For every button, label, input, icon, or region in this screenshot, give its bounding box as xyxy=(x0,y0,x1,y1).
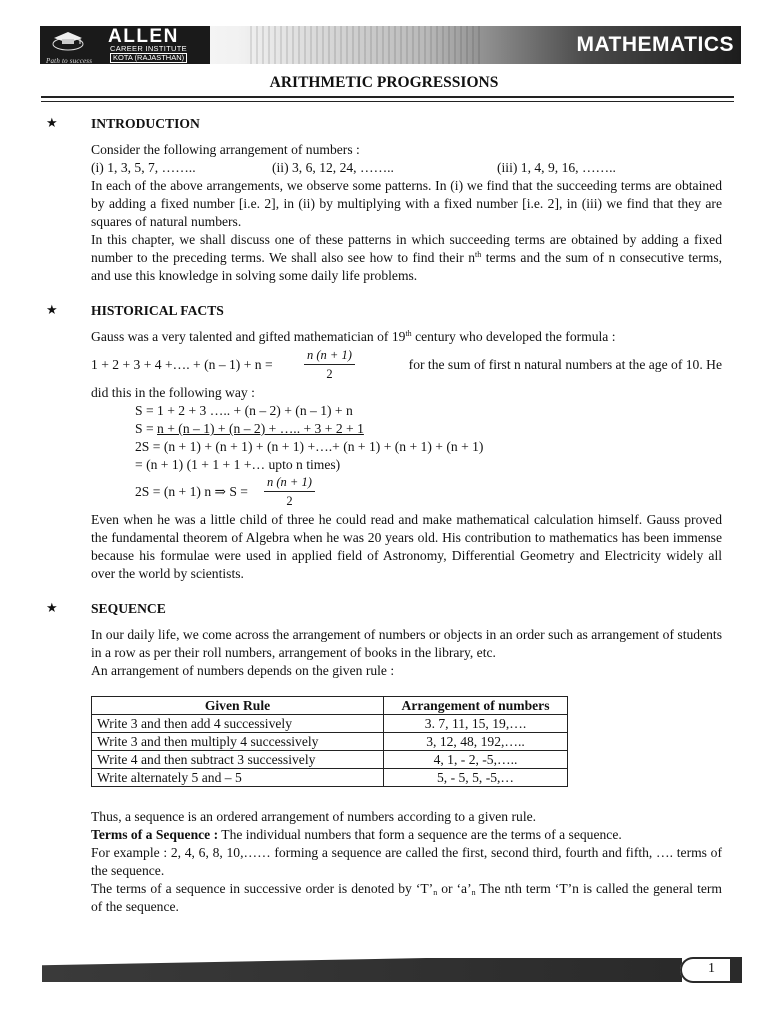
brand-name: ALLEN xyxy=(108,26,179,47)
banner-stripes xyxy=(250,26,480,64)
intro-heading: INTRODUCTION xyxy=(91,116,200,131)
brand-logo xyxy=(40,26,210,64)
table-header-cell: Arrangement of numbers xyxy=(384,697,568,715)
star-bullet-icon: ★ xyxy=(46,600,58,615)
rules-table xyxy=(91,696,568,787)
terms-definition: Terms of a Sequence : The individual numbers that form a sequence are the terms of a sequence. xyxy=(91,827,622,842)
fraction-denominator: 2 xyxy=(326,367,333,381)
intro-example-3: (iii) 1, 4, 9, 16, …….. xyxy=(497,160,616,175)
star-bullet-icon: ★ xyxy=(46,115,58,130)
table-row xyxy=(92,715,568,733)
history-heading: HISTORICAL FACTS xyxy=(91,303,224,318)
derivation-step-2: S = n + (n – 1) + (n – 2) + ….. + 3 + 2 + 1 xyxy=(135,421,364,436)
intro-paragraph-2: In this chapter, we shall discuss one of these patterns in which succeeding terms are obtained by adding a fixed number to the preceding terms. We shall also see how to find their $n^{th}$ terms and the sum of n consecutive terms, and use this knowledge in solving some daily life problems. xyxy=(91,232,723,283)
derivation-step-3: 2S = (n + 1) + (n + 1) + (n + 1) +….+ (n + 1) + (n + 1) + (n + 1) xyxy=(135,439,484,454)
title-rule-thick xyxy=(41,96,734,98)
gauss-formula-lhs: 1 + 2 + 3 + 4 +…. + (n – 1) + n = xyxy=(91,357,273,372)
sequence-paragraph-2: An arrangement of numbers depends on the given rule : xyxy=(91,663,395,678)
gauss-formula-fraction xyxy=(304,347,355,382)
sequence-paragraph-1: In our daily life, we come across the arrangement of numbers or objects in an order such as arrangement of students in a row as per their roll numbers, arrangement of books in the library, etc. xyxy=(91,627,722,660)
sequence-paragraph-5: The terms of a sequence in successive order is denoted by ‘$T’_n$ or ‘$a’_n$ The nth term ‘T’n is called the general term of the sequence. xyxy=(91,881,722,914)
arrangement-cell: 3. 7, 11, 15, 19,…. xyxy=(384,715,568,733)
title-rule-thin xyxy=(41,101,734,102)
table-row xyxy=(92,733,568,751)
sequence-heading: SEQUENCE xyxy=(91,601,166,616)
brand-tagline: Path to success xyxy=(46,57,93,65)
brand-city: KOTA (RAJASTHAN) xyxy=(110,53,187,63)
arrangement-cell: 5, - 5, 5, -5,… xyxy=(384,769,568,787)
table-header-row xyxy=(92,697,568,715)
sequence-paragraph-4: For example : 2, 4, 6, 8, 10,…… forming a sequence are called the first, second third, fourth and fifth, …. terms of the sequence. xyxy=(91,845,722,878)
intro-lead: Consider the following arrangement of numbers : xyxy=(91,142,360,157)
star-bullet-icon: ★ xyxy=(46,302,58,317)
history-paragraph-1: Gauss was a very talented and gifted mathematician of 19th century who developed the formula : xyxy=(91,329,616,344)
result-fraction xyxy=(264,474,315,509)
subject-title: MATHEMATICS xyxy=(576,33,734,56)
derivation-step-4: = (n + 1) (1 + 1 + 1 +… upto n times) xyxy=(135,457,341,472)
gauss-formula-rhs: for the sum of first n natural numbers at the age of 10. He xyxy=(408,357,722,372)
rule-cell: Write 3 and then multiply 4 successively xyxy=(92,733,384,751)
fraction-denominator: 2 xyxy=(286,494,293,508)
brand-subtitle: CAREER INSTITUTE xyxy=(110,44,187,53)
table-header-cell: Given Rule xyxy=(92,697,384,715)
fraction-numerator: n (n + 1) xyxy=(264,474,315,492)
footer-bar xyxy=(42,958,682,982)
intro-paragraph-1: In each of the above arrangements, we observe some patterns. In (i) we find that the succeeding terms are obtained by adding a fixed number [i.e. 2], in (ii) by multiplying with a fixed number [i.e. 2], in (iii) we find that they are squares of natural numbers. xyxy=(91,178,722,229)
arrangement-cell: 4, 1, - 2, -5,….. xyxy=(384,751,568,769)
table-row xyxy=(92,769,568,787)
table-row xyxy=(92,751,568,769)
intro-example-2: (ii) 3, 6, 12, 24, …….. xyxy=(272,160,394,175)
sequence-paragraph-3: Thus, a sequence is an ordered arrangement of numbers according to a given rule. xyxy=(91,809,537,824)
rule-cell: Write 3 and then add 4 successively xyxy=(92,715,384,733)
gauss-formula-continued: did this in the following way : xyxy=(91,385,255,400)
graduation-cap-icon xyxy=(50,29,86,51)
arrangement-cell: 3, 12, 48, 192,….. xyxy=(384,733,568,751)
rule-cell: Write alternately 5 and – 5 xyxy=(92,769,384,787)
footer-bar-end xyxy=(730,957,740,983)
derivation-step-5: 2S = (n + 1) n ⇒ S = xyxy=(135,484,248,499)
fraction-numerator: n (n + 1) xyxy=(304,347,355,365)
rule-cell: Write 4 and then subtract 3 successively xyxy=(92,751,384,769)
intro-example-1: (i) 1, 3, 5, 7, …….. xyxy=(91,160,196,175)
page-title: ARITHMETIC PROGRESSIONS xyxy=(269,74,499,91)
page-number: 1 xyxy=(708,961,715,976)
derivation-step-1: S = 1 + 2 + 3 ….. + (n – 2) + (n – 1) + n xyxy=(135,403,353,418)
history-paragraph-2: Even when he was a little child of three he could read and make mathematical calculation himself. Gauss proved the fundamental theorem of Algebra when he was 20 years old. His contribution to mathematics has been immense because his formulae were used in applied field of Astronomy, Differential Geometry and Electricity widely all over the world by scientists. xyxy=(91,512,722,581)
